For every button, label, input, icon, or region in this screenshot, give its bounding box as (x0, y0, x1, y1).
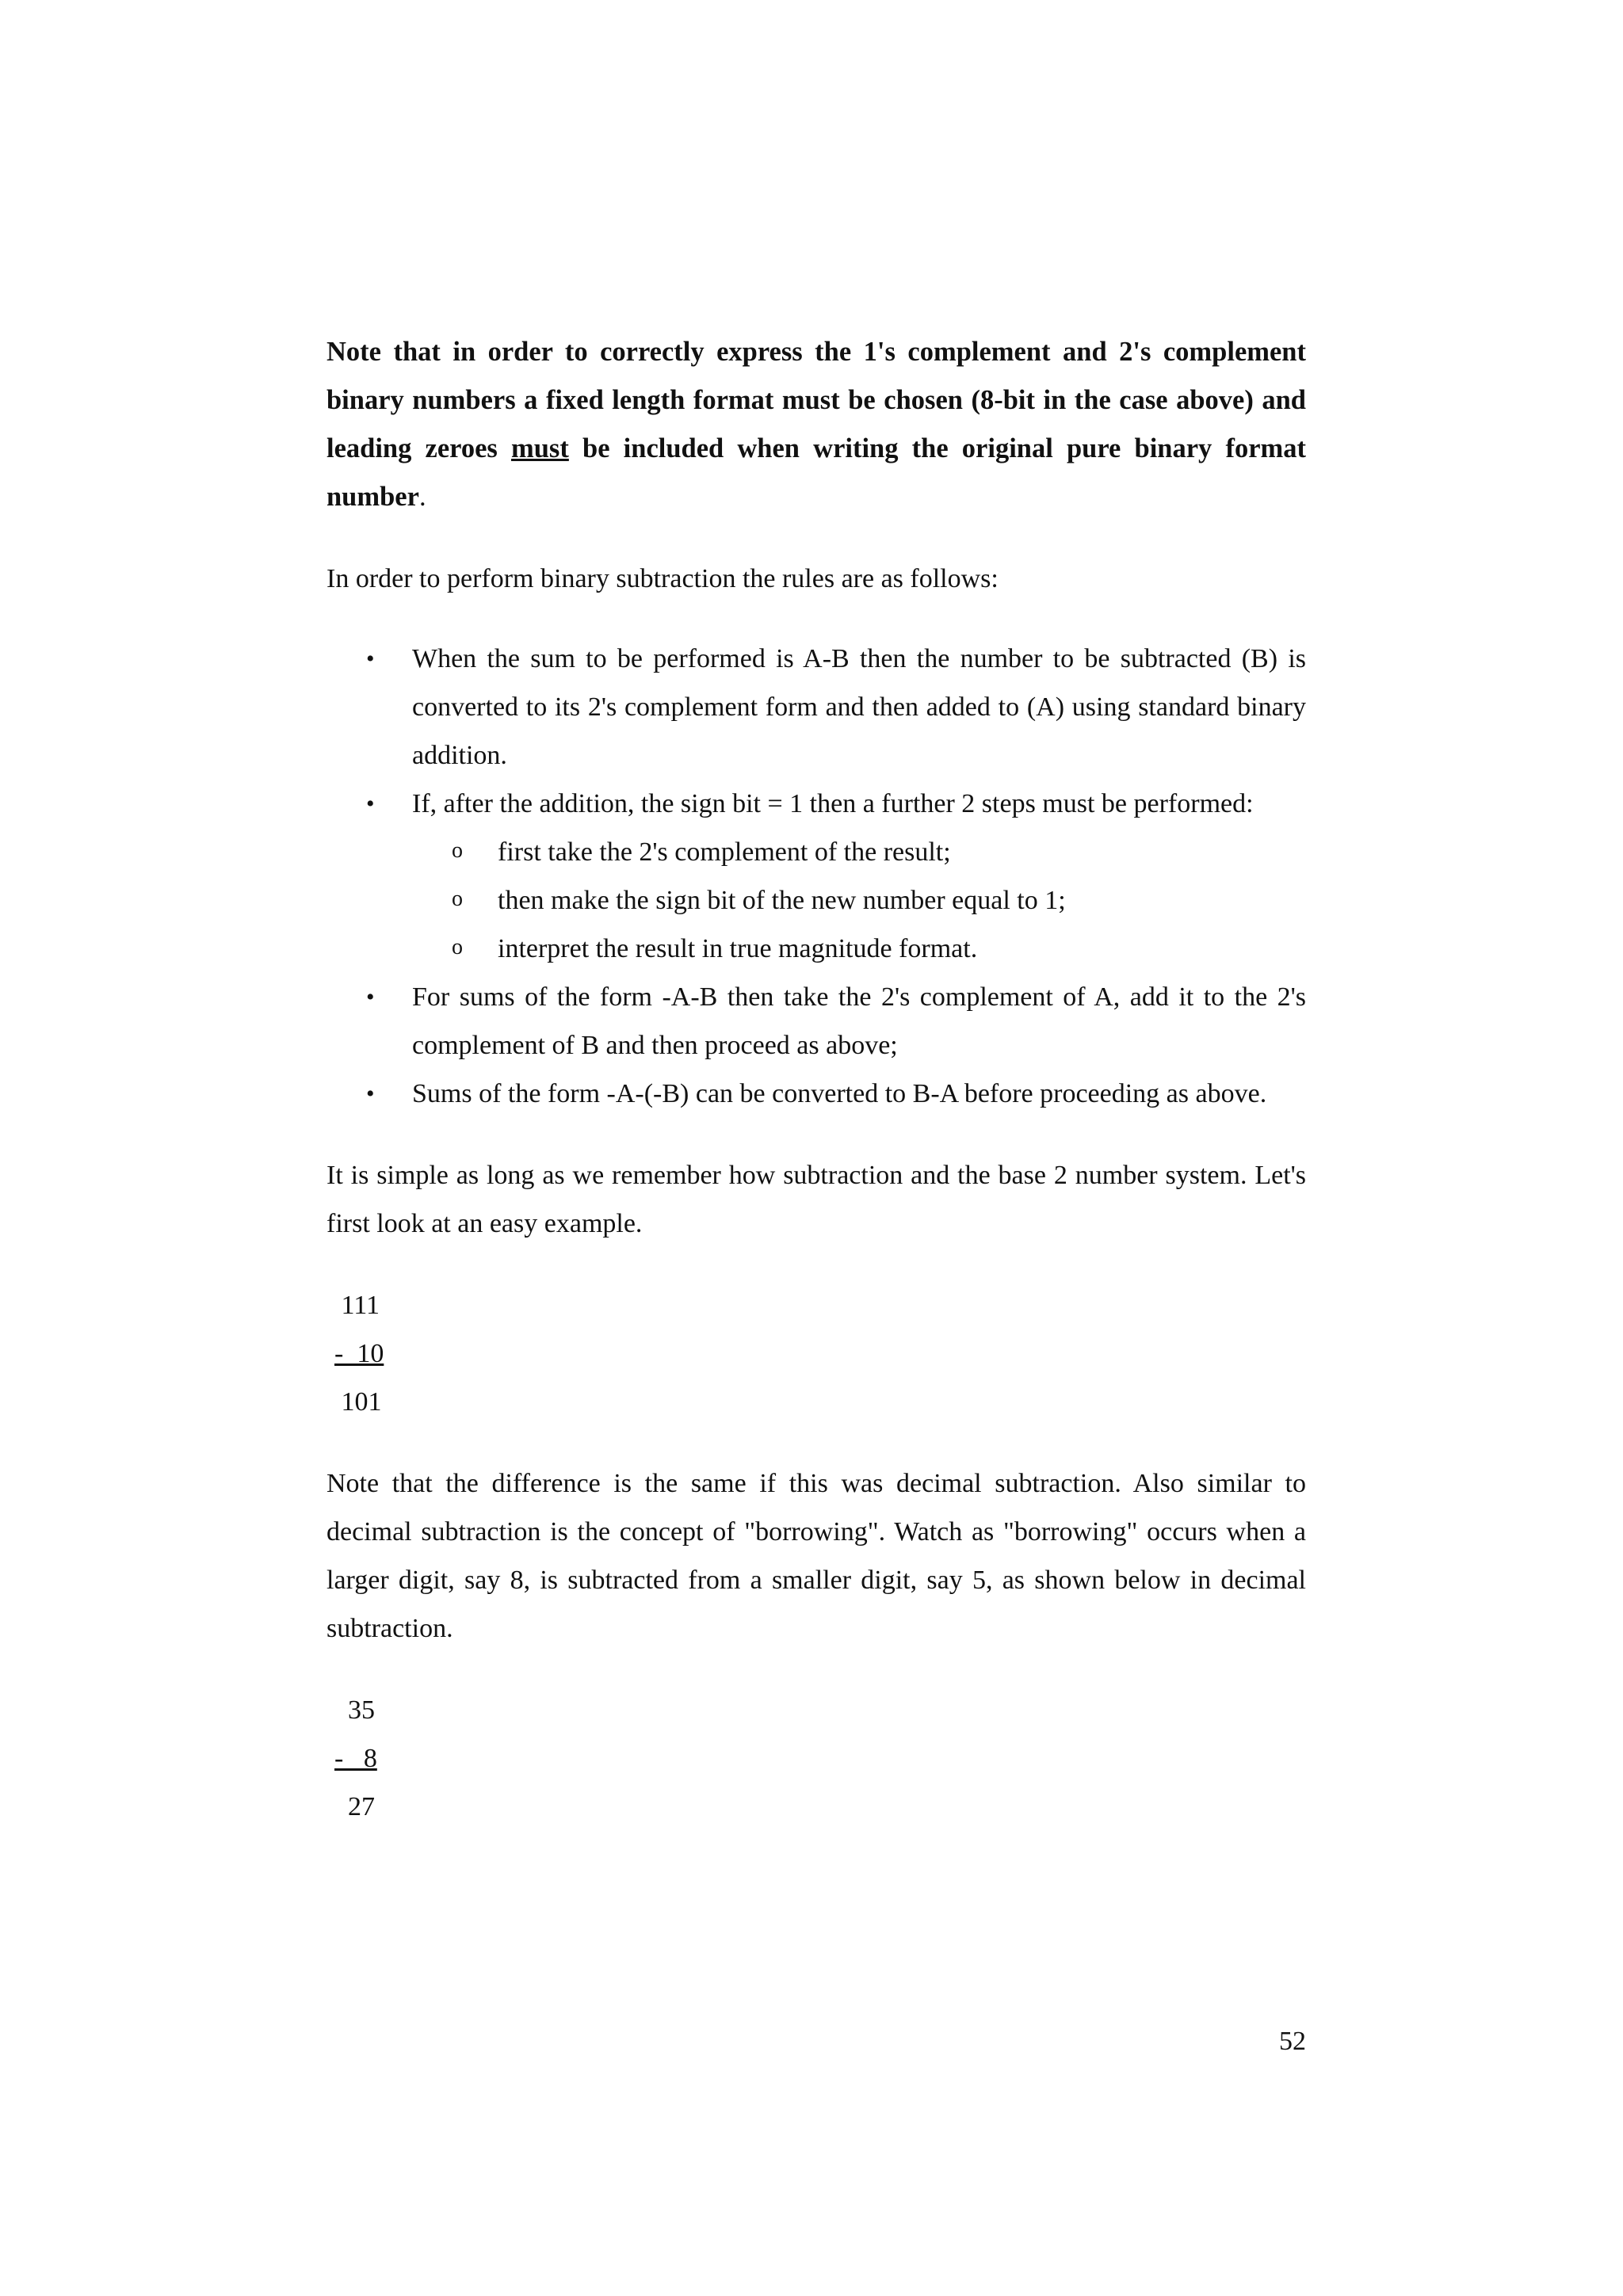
note-paragraph (327, 328, 1306, 521)
decimal-difference: 27 (334, 1792, 375, 1821)
sub-step-item: o interpret the result in true magnitude format. (412, 925, 1306, 973)
sub-step-item: o first take the 2's complement of the result; (412, 828, 1306, 876)
decimal-minuend: 35 (334, 1695, 375, 1725)
binary-difference: 101 (334, 1387, 382, 1417)
binary-subtraction-example (334, 1281, 1306, 1426)
note-text-part2: be included when writing the original pure binary format number (327, 433, 1306, 512)
note-trailing-period: . (418, 482, 426, 512)
rule-item (327, 973, 1306, 1070)
rule-item (327, 635, 1306, 780)
rules-list (327, 635, 1306, 1118)
rules-intro: In order to perform binary subtraction the rules are as follows: (327, 564, 999, 593)
rule-text: If, after the addition, the sign bit = 1 then a further 2 steps must be performed: (412, 789, 1254, 818)
binary-subtrahend: - 10 (334, 1339, 384, 1368)
note-text-part1: Note that in order to correctly express the 1's complement and 2's complement binary numbers a fixed length format must be chosen (8-bit in the case above) and leading zeroes (327, 337, 1306, 463)
sub-steps-list (412, 828, 1306, 973)
rule-item (327, 1070, 1306, 1118)
document-page (327, 328, 1306, 1831)
borrow-paragraph: Note that the difference is the same if this was decimal subtraction. Also similar to decimal subtraction is the concept of "borrowing". Watch as "borrowing" occurs when a larger digit, say 8, is subtracted from a smaller digit, say 5, as shown below in decimal subtraction. (327, 1469, 1306, 1643)
decimal-subtraction-example (334, 1686, 1306, 1831)
decimal-subtrahend: - 8 (334, 1744, 377, 1773)
page-number: 52 (1279, 2027, 1306, 2056)
rule-item (327, 780, 1306, 973)
binary-minuend: 111 (334, 1291, 380, 1320)
rule-text: For sums of the form -A-B then take the 2's complement of A, add it to the 2's complement of B and then proceed as above; (412, 982, 1306, 1060)
rule-text: Sums of the form -A-(-B) can be converted to B-A before proceeding as above. (412, 1079, 1267, 1108)
simple-paragraph: It is simple as long as we remember how subtraction and the base 2 number system. Let's first look at an easy example. (327, 1161, 1306, 1238)
rule-text: When the sum to be performed is A-B then the number to be subtracted (B) is converted to its 2's complement form and then added to (A) using standard binary addition. (412, 644, 1306, 770)
note-emphasis-must: must (511, 433, 569, 463)
sub-step-item: o then make the sign bit of the new number equal to 1; (412, 876, 1306, 925)
